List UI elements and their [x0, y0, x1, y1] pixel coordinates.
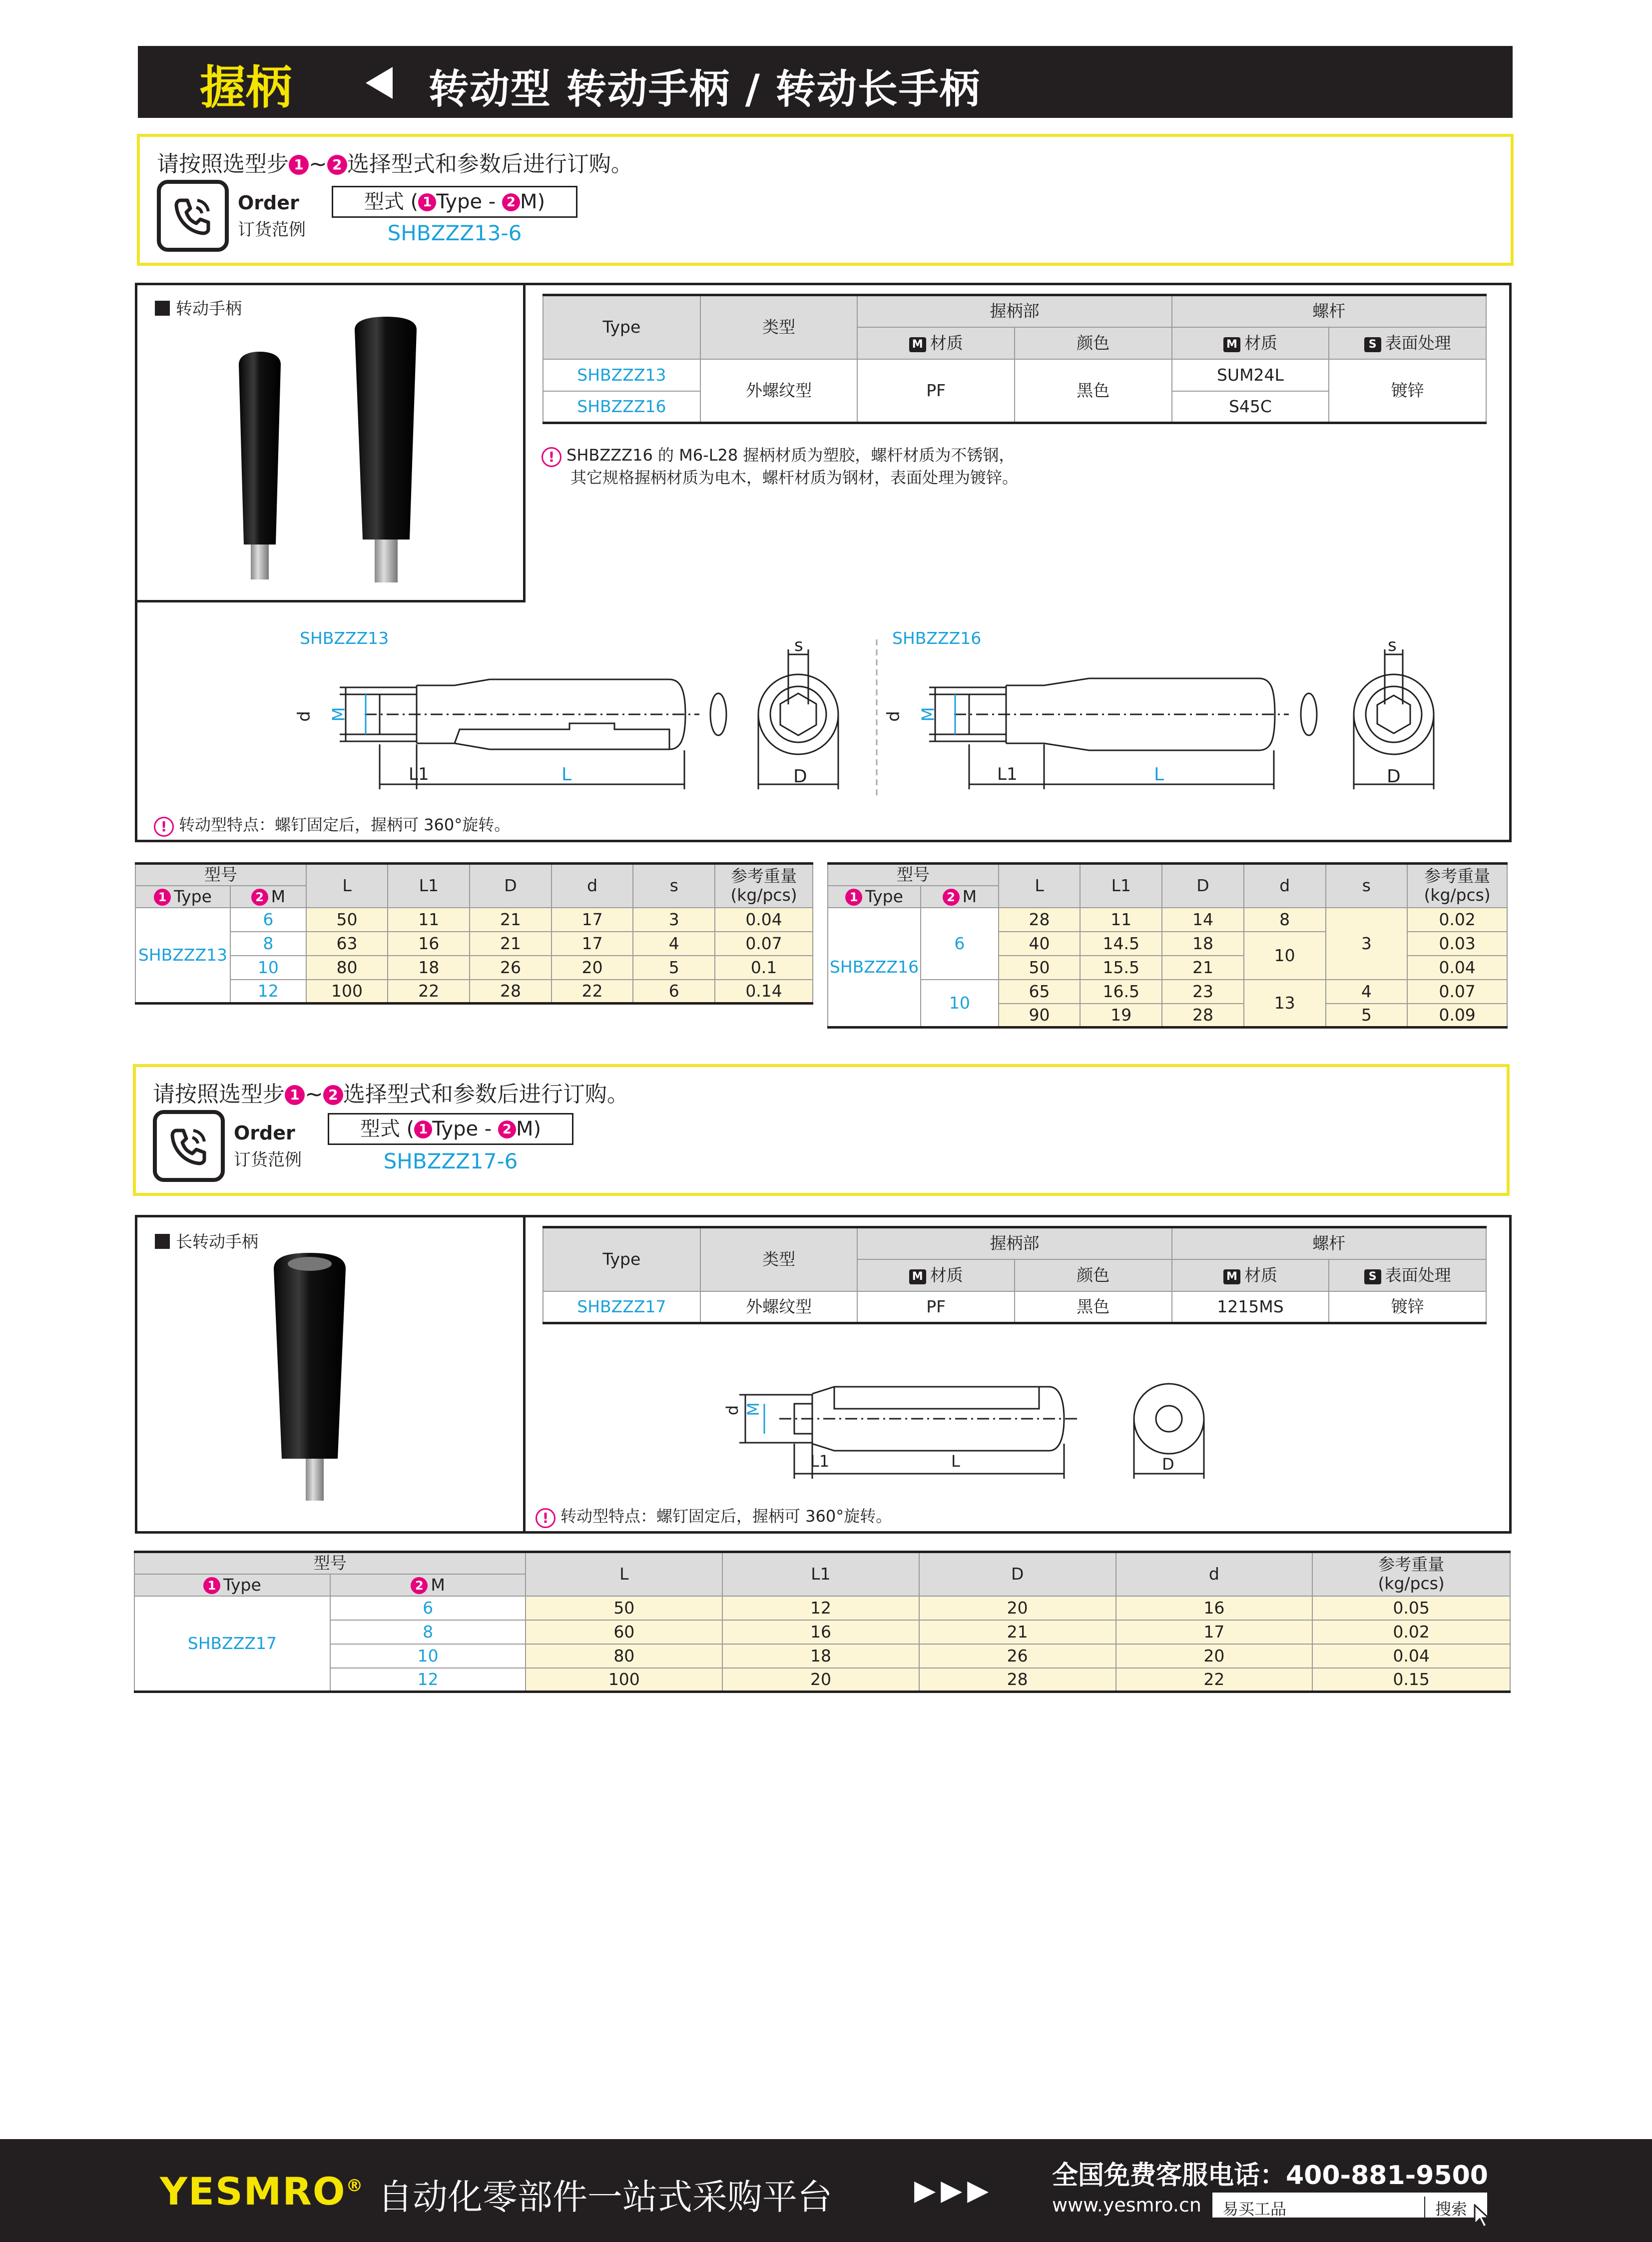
brand-logo: YESMRO®: [160, 2169, 364, 2214]
order-sub-label: 订货范例: [238, 220, 306, 240]
material-note: ! SHBZZZ16 的 M6-L28 握柄材质为塑胶，螺杆材质为不锈钢， 其它规格握柄材质为电木，螺杆材质为钢材，表面处理为镀锌。: [542, 445, 1018, 489]
product-photo-2: [260, 1249, 360, 1509]
technical-drawing-2: [719, 1369, 1229, 1484]
photo-label-2: 长转动手柄: [155, 1229, 258, 1252]
search-bar[interactable]: [1211, 2191, 1489, 2219]
search-button[interactable]: 搜索: [1424, 2197, 1467, 2220]
spec-table-1: Type 类型 握柄部 螺杆 M 材质 颜色 M 材质 S 表面处理 SHBZZZ13 外螺纹型 PF 黑色 SUM24L 镀锌 SHBZZZ16 S45C: [543, 294, 1487, 424]
category-title: 握柄: [200, 61, 292, 114]
order-example: SHBZZZ13-6: [387, 221, 522, 245]
photo-label-1: 转动手柄: [155, 296, 242, 319]
order-instruction: 请按照选型步 1 ~ 2 选择型式和参数后进行订购。: [157, 151, 633, 177]
spec-table-2: Type 类型 握柄部 螺杆 M 材质 颜色 M 材质 S 表面处理 SHBZZZ17 外螺纹型 PF 黑色 1215MS 镀锌: [543, 1226, 1487, 1324]
technical-drawing-1: [290, 639, 1449, 804]
drawing-label-16: SHBZZZ16: [892, 628, 982, 648]
dimension-table-13: 型号 L L1 D d s 参考重量 (kg/pcs) 1 Type 2 M SHBZZZ13 6 50 11 21 17 3 0.04 8 63 16 21 17 4 0.07 10 80 18 26 20 5 0.1 12 100 22 28 22 6 0.14: [135, 862, 813, 1005]
cursor-icon: [1473, 2204, 1491, 2229]
page-title: 转动型 转动手柄 / 转动长手柄: [429, 66, 981, 112]
dim-l-16: L: [1154, 764, 1164, 785]
footer-hotline: 全国免费客服电话：400-881-9500: [1052, 2161, 1488, 2191]
feature-note-1: ! 转动型特点：螺钉固定后，握柄可 360°旋转。: [154, 814, 510, 837]
spec-type-16: SHBZZZ16: [543, 391, 700, 423]
order-format: 型式 ( 1 Type - 2 M): [332, 186, 577, 218]
phone-icon: [157, 180, 229, 252]
dim-l1-16: L1: [997, 764, 1018, 784]
dimension-table-16: 型号 L L1 D d s 参考重量 (kg/pcs) 1 Type 2 M SHBZZZ16 6 28 11 14 8 3 0.02 40 14.5 18 10 0.03 50 15.5 21 0.04 10 65 16.5 23 13 4 0.07 90 19 28 5 0.09: [827, 862, 1508, 1029]
dim-l1-13: L1: [409, 764, 429, 784]
dim-m-16: M: [918, 707, 939, 722]
footer-website[interactable]: www.yesmro.cn: [1052, 2194, 1201, 2216]
footer-slogan: 自动化零部件一站式采购平台: [378, 2177, 832, 2218]
order-label: Order: [238, 192, 299, 214]
dim-D-16: D: [1387, 766, 1401, 787]
feature-note-2: ! 转动型特点：螺钉固定后，握柄可 360°旋转。: [536, 1506, 892, 1528]
phone-icon: [153, 1110, 225, 1182]
product-photo-1: [210, 305, 480, 599]
dim-d-16: d: [883, 711, 904, 722]
drawing-label-13: SHBZZZ13: [300, 628, 389, 648]
order-box-2: 请按照选型步 1 ~ 2 选择型式和参数后进行订购。 Order 订货范例 型式 ( 1 Type - 2 M) SHBZZZ17-6: [133, 1064, 1510, 1196]
triangle-left-icon: [366, 67, 393, 99]
page-header: [138, 46, 1513, 118]
dim-s-16: s: [1388, 635, 1397, 655]
dimension-table-17: 型号 L L1 D d 参考重量 (kg/pcs) 1 Type 2 M SHBZZZ17 6 50 12 20 16 0.05 8 60 16 21 17 0.02 10 80 18 26 20 0.04 12 100 20 28 22 0.15: [134, 1551, 1511, 1693]
search-input[interactable]: 易买工品: [1222, 2200, 1287, 2219]
footer: [0, 2139, 1652, 2242]
footer-arrows: ▶▶▶: [914, 2174, 994, 2207]
order-box-1: [137, 134, 1514, 266]
dim-l-13: L: [561, 764, 572, 785]
spec-type-13: SHBZZZ13: [543, 359, 700, 391]
dim-s-13: s: [794, 635, 803, 655]
dim-D-13: D: [793, 766, 807, 787]
dim-d-13: d: [294, 711, 314, 722]
order-example-2: SHBZZZ17-6: [383, 1149, 518, 1173]
dim-m-13: M: [329, 707, 349, 722]
